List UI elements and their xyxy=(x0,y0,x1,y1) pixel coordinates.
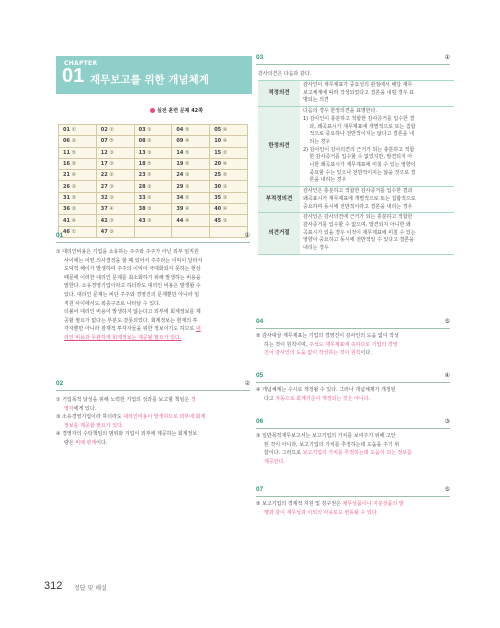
answer-grid-row xyxy=(59,204,248,215)
text-line: ④ 경영자의 수탁책임의 범위와 기업이 외부에 제공하는 회계정보 xyxy=(56,431,198,438)
answer-cell: 37 ④ xyxy=(96,204,134,215)
answer-cell: 18 ⑤ xyxy=(134,158,172,169)
answer-cell: 10 ④ xyxy=(210,136,248,147)
text-line: 직원 사이에서도 복층구조로 나타날 수 있다. xyxy=(64,300,161,307)
practice-link[interactable] xyxy=(150,107,203,114)
q01-header xyxy=(56,232,250,243)
answer-cell: 09 ④ xyxy=(172,136,210,147)
text-line: 함이다. 그러므로 보고기업의 가치를 추정하는데 도움이 되는 정보를 xyxy=(264,450,412,457)
q05-answer: ④ xyxy=(444,372,450,379)
text-line: 때문에 이러한 대리인 문제를 최소화하기 위해 발생하는 비용을 xyxy=(64,274,201,281)
text-line: ③ 일반목적재무보고서는 보고기업의 가치를 보여주기 위해 고안 xyxy=(256,433,396,439)
answer-cell: 12 ③ xyxy=(96,147,134,158)
text-line: 제공한다. xyxy=(264,458,285,465)
text-line: ⑤ 감사대상 재무제표는 기업의 경영진이 감사인의 도움 없이 작성 xyxy=(256,333,399,339)
answer-grid-row xyxy=(59,147,248,158)
answer-cell: 04 ⑤ xyxy=(172,125,210,136)
text-line: 있다. 대리인 문제는 비단 주주와 경영진의 문제뿐만 아니라 임 xyxy=(64,291,200,298)
text-line: ③ 소유경영기업이라 하더라도 대리인비용이 발생하므로 외부에 회계 xyxy=(56,414,206,421)
answer-cell: 06 ③ xyxy=(59,136,97,147)
text-line: 량은 비례 관계이다. xyxy=(64,439,108,446)
arrow-circle-icon xyxy=(150,108,155,113)
text-line: 자자뿐만 아니라 잠재적 투자자들을 위한 정보이기도 하므로 대 xyxy=(64,326,201,333)
answer-grid-row xyxy=(59,125,248,136)
text-line: 사이에는 어떤 의사결정을 할 때 있어서 주주라는 이익이 달라서 xyxy=(64,257,203,264)
q01-explanation xyxy=(56,248,246,343)
q03-intro: 감사의견은 다음과 같다. xyxy=(258,71,312,77)
answer-cell: 40 ④ xyxy=(210,204,248,215)
answer-cell: 01 ① xyxy=(59,125,97,136)
text-line: 행과 같이 재무성과 이외의 사유로도 변동될 수 있다. xyxy=(264,509,379,516)
answer-grid-row xyxy=(59,158,248,169)
answer-cell: 39 ④ xyxy=(172,204,210,215)
q03-answer: ① xyxy=(444,54,450,61)
q07-number: 07 xyxy=(256,486,264,493)
answer-cell: 31 ③ xyxy=(59,192,97,203)
answer-cell: 45 ③ xyxy=(210,215,248,226)
audit-opinion-row xyxy=(258,81,454,107)
answer-cell: 15 ② xyxy=(210,147,248,158)
opinion-description: 다음의 경우 한정의견을 표명한다. 1) 감사인이 충분하고 적합한 감사증거를 입수한 결 과, 왜곡표시가 재무제표에 개별적으로 또는 집합 적으로 중요하나 전반적이지는 않다고 결론을 내 리는 경우 2) 감사인이 감사의견의 근거가 되는 충분하고 적합 한 감사증거를 입수할 수 없었지만, 발견되지 아 니한 왜곡표시가 재무제표에 미칠 수 있는 영향이 중요할 수는 있으나 전반적이지는 않을 것으로 결 론을 내리는 경우 xyxy=(300,107,454,187)
q04-explanation xyxy=(256,332,452,358)
text-line: 정보를 제공할 필요가 있다. xyxy=(64,422,124,429)
opinion-type: 의견거절 xyxy=(258,213,300,255)
answer-cell: 38 ③ xyxy=(134,204,172,215)
answer-cell: 46 ① xyxy=(59,226,97,237)
answer-grid-row xyxy=(59,136,248,147)
q02-explanation xyxy=(56,396,246,448)
audit-opinion-row xyxy=(258,213,454,255)
answer-cell: 21 ④ xyxy=(59,170,97,181)
opinion-type: 적정의견 xyxy=(258,81,300,107)
text-line: ⑤ 보고기업의 경제적 자원 및 청구권은 채무상품이나 지분상품의 발 xyxy=(256,501,404,507)
text-line: ① 대리인비용은 기업을 소유하는 주주와 주주가 아닌 외부 임직원 xyxy=(56,249,199,255)
answer-cell: 19 ⑤ xyxy=(172,158,210,169)
text-line: 진이 감사인의 도움 없이 작성하는 것이 원칙이다. xyxy=(264,350,372,357)
opinion-description: 감사인이 재무제표가 중요성의 관점에서 해당 재무 보고체계에 따라 작성되었다고 결론을 내릴 경우 표 명되는 의견 xyxy=(300,81,454,107)
q05-explanation xyxy=(256,386,452,403)
answer-cell: 24 ③ xyxy=(172,170,210,181)
answer-grid-row xyxy=(59,170,248,181)
text-line: 영자에게 있다. xyxy=(64,405,97,412)
chapter-title: 재무보고를 위한 개념체계 xyxy=(90,74,209,86)
q04-header xyxy=(256,318,450,329)
audit-opinion-row xyxy=(258,187,454,213)
opinion-description: 감사인은 감사의견에 근거가 되는 충분하고 적합한 감사증거를 입수할 수 없으며, 발견되지 아니한 왜 곡표시가 있을 경우 이것이 재무제표에 미칠 수 있는 영향이 중요하고 동시에 전반적일 수 있다고 결론을 내리는 경우 xyxy=(300,213,454,255)
answer-cell: 05 ④ xyxy=(210,125,248,136)
q02-answer: ② xyxy=(244,380,250,387)
answer-cell: 14 ⑤ xyxy=(172,147,210,158)
answer-cell: 22 ② xyxy=(96,170,134,181)
answer-cell: 17 ③ xyxy=(96,158,134,169)
answer-cell: 44 ④ xyxy=(172,215,210,226)
answer-cell: 36 ③ xyxy=(59,204,97,215)
answer-cell: 20 ④ xyxy=(210,158,248,169)
text-line: 더불어 대리인 비용이 발생하지 않는다고 외부에 회계정보를 제 xyxy=(64,309,201,316)
answer-cell: 42 ③ xyxy=(96,215,134,226)
q01-answer: ① xyxy=(244,232,250,239)
answer-cell: 16 ⑤ xyxy=(59,158,97,169)
text-line: ① 기업목적 달성을 위해 노력한 기업의 성과를 보고할 책임은 경 xyxy=(56,397,196,403)
answer-cell: 30 ③ xyxy=(210,181,248,192)
answer-cell: 02 ② xyxy=(96,125,134,136)
answer-cell: 13 ③ xyxy=(134,147,172,158)
text-line: 공할 필요가 없다는 부분도 잘못되었다. 회계정보는 현재의 투 xyxy=(64,317,198,324)
answer-grid-row xyxy=(59,181,248,192)
answer-cell: 43 ③ xyxy=(134,215,172,226)
q02-number: 02 xyxy=(56,380,64,387)
chapter-banner xyxy=(56,56,252,94)
q04-answer: ⑤ xyxy=(444,318,450,325)
answer-cell: 32 ③ xyxy=(96,192,134,203)
text-line: ④ 개념체계는 수시로 개정될 수 있다. 그러나 개념체계가 개정된 xyxy=(256,387,396,393)
q07-header xyxy=(256,486,450,497)
opinion-type: 부적정의견 xyxy=(258,187,300,213)
answer-cell: 08 ② xyxy=(134,136,172,147)
q06-answer: ③ xyxy=(444,418,450,425)
answer-cell: 41 ④ xyxy=(59,215,97,226)
q02-header xyxy=(56,380,250,391)
text-line: 하는 것이 원칙이며, 주석도 재무제표에 속하므로 기업의 경영 xyxy=(264,341,398,348)
q03-header xyxy=(256,54,450,65)
answer-cell: 07 ⑤ xyxy=(96,136,134,147)
answer-cell: 33 ② xyxy=(134,192,172,203)
text-line: 다고 자동으로 회계기준이 개정되는 것은 아니다. xyxy=(264,395,371,402)
chapter-number: 01 xyxy=(62,65,85,87)
q07-answer: ⑤ xyxy=(444,486,450,493)
answer-grid xyxy=(58,124,248,238)
text-line: 리인 비용과 무관하게 회계정보는 제공될 필요가 있다. xyxy=(64,334,182,341)
q06-number: 06 xyxy=(256,418,264,425)
answer-cell: 35 ③ xyxy=(210,192,248,203)
q05-header xyxy=(256,372,450,383)
q01-number: 01 xyxy=(56,232,64,239)
footer-label: 정답 및 해설 xyxy=(74,585,107,592)
answer-grid-row xyxy=(59,192,248,203)
audit-opinion-table xyxy=(258,80,454,255)
text-line: 도덕적 해이가 발생하여 주주의 이익이 극대화되지 못하는 현상 xyxy=(64,266,201,273)
chapter-label: CHAPTER xyxy=(64,60,98,67)
opinion-type: 한정의견 xyxy=(258,107,300,187)
q04-number: 04 xyxy=(256,318,264,325)
opinion-description: 감사인은 충분하고 적합한 감사증거를 입수한 결과 왜곡표시가 재무제표에 개별적으로 또는 집합적으로 중요하며 동시에 전반적이라고 결론을 내리는 경우 xyxy=(300,187,454,213)
answer-cell: 34 ② xyxy=(172,192,210,203)
answer-cell: 25 ⑤ xyxy=(210,170,248,181)
q07-explanation xyxy=(256,500,452,517)
answer-cell: 26 ③ xyxy=(59,181,97,192)
answer-cell: 28 ③ xyxy=(134,181,172,192)
text-line: 된 것이 아니라, 보고기업의 가치를 추정하는데 도움을 주기 위 xyxy=(264,441,400,448)
page-number: 312 xyxy=(44,580,63,592)
answer-cell: 03 ① xyxy=(134,125,172,136)
practice-link-text: 실전 훈련 문제 42쪽 xyxy=(157,108,203,114)
answer-cell: 11 ⑤ xyxy=(59,147,97,158)
audit-opinion-row xyxy=(258,107,454,187)
answer-grid-row xyxy=(59,215,248,226)
q06-header xyxy=(256,418,450,429)
q05-number: 05 xyxy=(256,372,264,379)
answer-cell: 23 ⑤ xyxy=(134,170,172,181)
q06-explanation xyxy=(256,432,452,466)
answer-cell: 47 ③ xyxy=(96,226,134,237)
text-line: 말한다. 소유경영기업이라고 하더라도 대리인 비용은 발생할 수 xyxy=(64,283,201,290)
answer-cell: 27 ③ xyxy=(96,181,134,192)
q03-number: 03 xyxy=(256,54,264,61)
answer-cell: 29 ③ xyxy=(172,181,210,192)
